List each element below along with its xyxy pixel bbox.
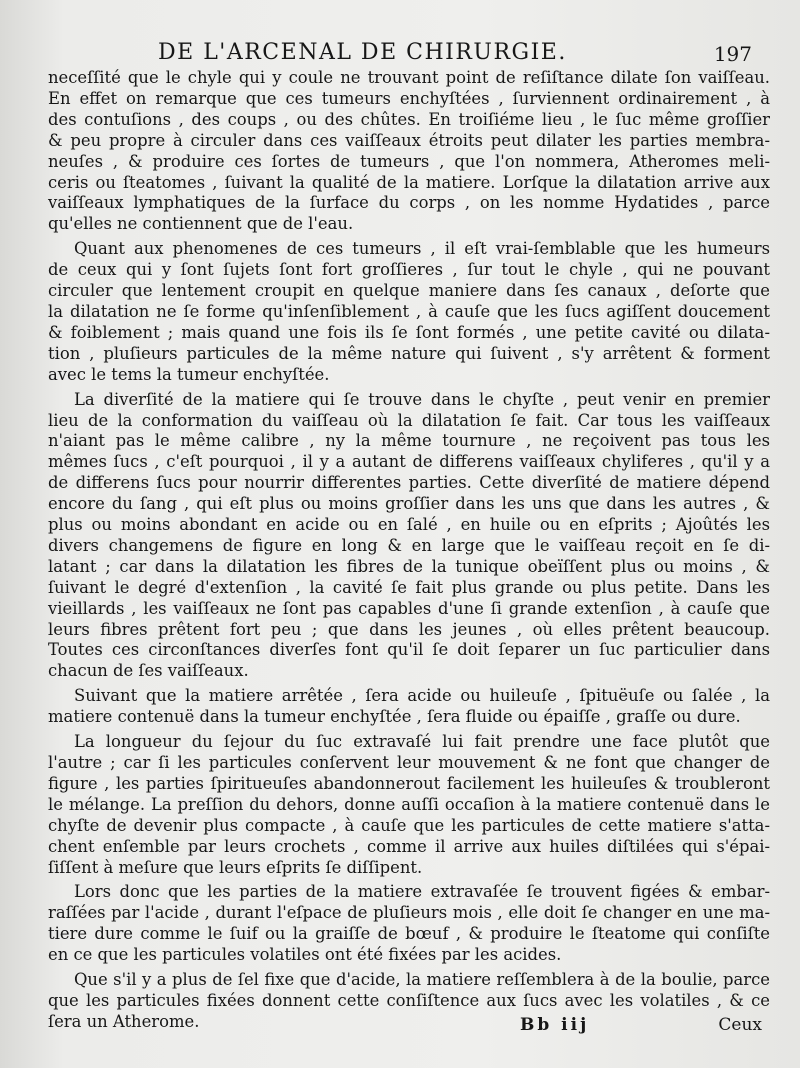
text-line: que les particules fixées donnent cette conſiſtence aux ſucs avec les volatiles , & ce [48, 990, 770, 1010]
text-line: vaiſſeaux lymphatiques de la ſurface du corps , on les nomme Hydatides , parce [48, 193, 770, 213]
text-line: vieillards , les vaiſſeaux ne ſont pas capables d'une ſi grande extenſion , à cauſe que [48, 598, 770, 618]
text-line: & peu propre à circuler dans ces vaiſſeaux étroits peut dilater les parties membra- [48, 130, 770, 150]
text-line: plus ou moins abondant en acide ou en ſalé , en huile ou en eſprits ; Ajoûtés les [48, 515, 770, 535]
text-line: circuler que lentement croupit en quelque maniere dans ſes canaux , deſorte que [48, 281, 770, 301]
text-line: divers changemens de figure en long & en large que le vaiſſeau reçoit en ſe di- [48, 535, 770, 555]
text-line: Suivant que la matiere arrêtée , ſera acide ou huileuſe , ſpituëuſe ou ſalée , la [74, 686, 770, 706]
paragraph [48, 882, 770, 966]
text-line: en ce que les particules volatiles ont été fixées par les acides. [48, 945, 562, 965]
text-line: chacun de ſes vaiſſeaux. [48, 661, 249, 681]
text-line: raſſées par l'acide , durant l'eſpace de pluſieurs mois , elle doit ſe changer en une ma- [48, 903, 770, 923]
text-line: matiere contenuë dans la tumeur enchyſtée , ſera fluide ou épaiſſe , graſſe ou dure. [48, 707, 741, 727]
running-title: DE L'ARCENAL DE CHIRURGIE. [158, 40, 567, 65]
signature-mark: Bb iij [520, 1015, 590, 1035]
text-line: leurs fibres prêtent fort peu ; que dans les jeunes , où elles prêtent beaucoup. [48, 619, 770, 639]
text-line: chent enſemble par leurs crochets , comme il arrive aux huiles diſtilées qui s'épai- [48, 836, 770, 856]
text-line: tion , pluſieurs particules de la même nature qui ſuivent , s'y arrêtent & forment [48, 343, 770, 363]
text-line: encore du ſang , qui eſt plus ou moins groſſier dans les uns que dans les autres , & [48, 494, 770, 514]
text-line: le mélange. La preſſion du dehors, donne auſſi occaſion à la matiere contenuë dans le [48, 794, 770, 814]
text-line: de ceux qui y ſont ſujets ſont fort groſſieres , ſur tout le chyle , qui ne pouvant [48, 260, 770, 280]
text-line: La diverſité de la matiere qui ſe trouve dans le chyſte , peut venir en premier [74, 389, 770, 409]
text-line: mêmes ſucs , c'eſt pourquoi , il y a autant de differens vaiſſeaux chyliferes , qu'il y a [48, 452, 770, 472]
text-line: ſiſſent à meſure que leurs eſprits ſe diſſipent. [48, 857, 423, 877]
text-line: la dilatation ne ſe forme qu'inſenſiblement , à cauſe que les ſucs agiſſent doucement [48, 301, 770, 321]
body-text [48, 68, 770, 1033]
text-line: Quant aux phenomenes de ces tumeurs , il eſt vrai-ſemblable que les humeurs [74, 239, 770, 259]
paragraph [48, 239, 770, 385]
paragraph [48, 390, 770, 683]
text-line: n'aiant pas le même calibre , ny la même tournure , ne reçoivent pas tous les [48, 431, 770, 451]
text-line: figure , les parties ſpiritueuſes abandonnerout facilement les huileuſes & troubleront [48, 773, 770, 793]
text-line: chyſte de devenir plus compacte , à cauſe que les particules de cette matiere s'atta- [48, 815, 770, 835]
text-line: En effet on remarque que ces tumeurs enchyſtées , ſurviennent ordinairement , à [48, 88, 770, 108]
text-line: Que s'il y a plus de ſel fixe que d'acide, la matiere reſſemblera à de la boulie, parce [74, 970, 770, 990]
text-line: Lors donc que les parties de la matiere extravaſée ſe trouvent figées & embar- [74, 882, 770, 902]
catchword: Ceux [718, 1015, 762, 1035]
text-line: neuſes , & produire ces ſortes de tumeurs , que l'on nommera, Atheromes meli- [48, 151, 770, 171]
text-line: Toutes ces circonſtances diverſes font qu'il ſe doit ſeparer un ſuc particulier dans [48, 640, 770, 660]
text-line: ſuivant le degré d'extenſion , la cavité ſe fait plus grande ou plus petite. Dans les [48, 577, 770, 597]
text-line: & foiblement ; mais quand une fois ils ſe ſont formés , une petite cavité ou dilata- [48, 322, 770, 342]
page-number: 197 [713, 42, 752, 66]
text-line: neceſſité que le chyle qui y coule ne trouvant point de reſiſtance dilate ſon vaiſſeau. [48, 68, 770, 87]
text-line: latant ; car dans la dilatation les fibres de la tunique obeïſſent plus ou moins , & [48, 556, 770, 576]
text-line: La longueur du ſejour du ſuc extravaſé lui fait prendre une face plutôt que [74, 732, 770, 752]
text-line: qu'elles ne contiennent que de l'eau. [48, 214, 354, 234]
running-head [48, 40, 770, 68]
text-line: des contuſions , des coups , ou des chûtes. En troiſiéme lieu , le ſuc même groſſier [48, 109, 770, 129]
text-line: ceris ou ſteatomes , ſuivant la qualité de la matiere. Lorſque la dilatation arrive aux [48, 172, 770, 192]
paragraph [48, 68, 770, 235]
text-line: l'autre ; car ſi les particules conſervent leur mouvement & ne font que changer de [48, 753, 770, 772]
page-footer [48, 1015, 770, 1039]
paragraph [48, 732, 770, 878]
text-line: tiere dure comme le ſuif ou la graiſſe de bœuf , & produire le ſteatome qui conſiſte [48, 924, 770, 944]
text-line: ſera un Atherome. [48, 1011, 200, 1031]
text-line: avec le tems la tumeur enchyſtée. [48, 364, 330, 384]
paragraph [48, 686, 770, 728]
text-line: de differens ſucs pour nourrir differentes parties. Cette diverſité de matiere dépend [48, 473, 770, 493]
text-line: lieu de la conformation du vaiſſeau où la dilatation ſe fait. Car tous les vaiſſeaux [48, 410, 770, 430]
